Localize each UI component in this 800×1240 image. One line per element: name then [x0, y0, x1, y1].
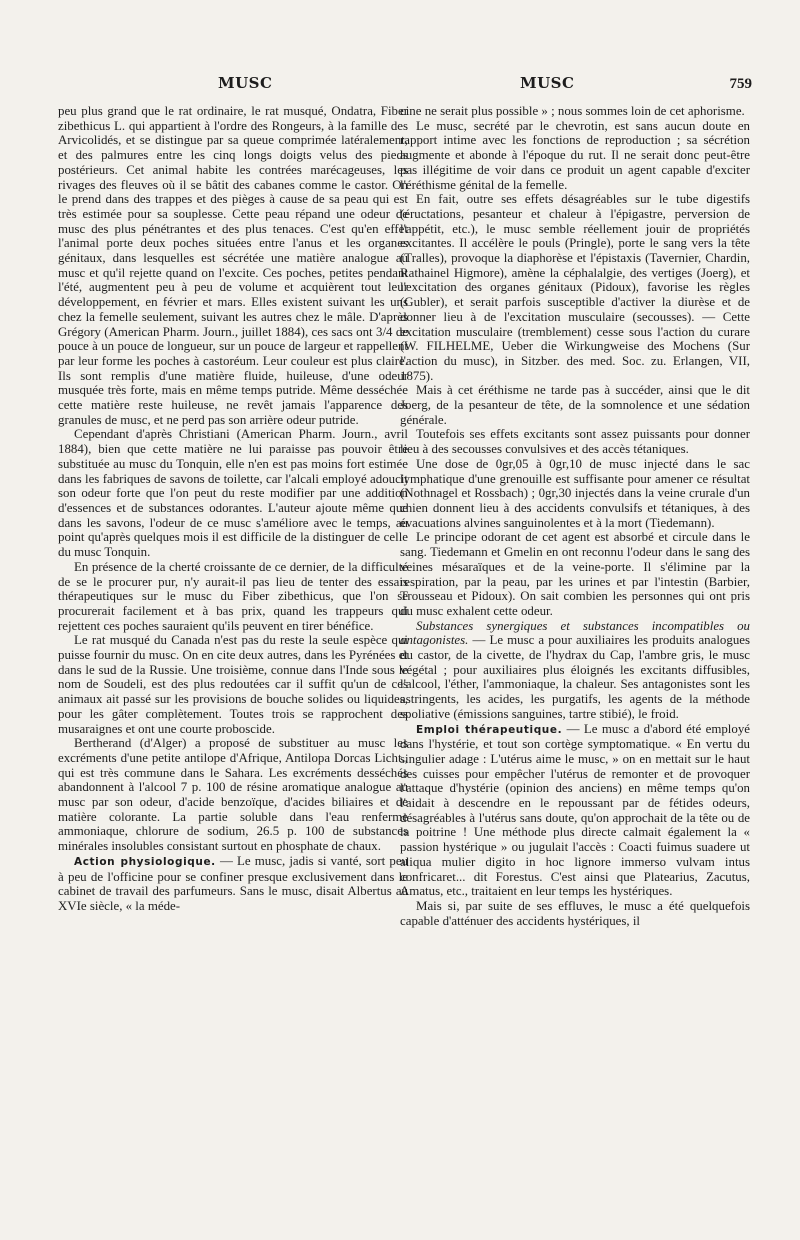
- paragraph: Mais si, par suite de ses effluves, le musc a été quelquefois capable d'atténuer des accidents hystériques, il: [400, 898, 750, 928]
- paragraph: En présence de la cherté croissante de ce dernier, de la difficulté de se le procurer pur, n'y aurait-il pas lieu de tenter des essais thérapeutiques sur le musc du Fiber zibethicus, que l'on se procurerait facilement et à bas prix, quand les trappeurs qui rejettent ces poches sauraient qu'ils peuvent en tirer bénéfice.: [58, 559, 408, 633]
- running-header-right: MUSC: [520, 74, 575, 92]
- paragraph: Le musc, secrété par le chevrotin, est sans aucun doute en rapport intime avec les fonctions de reproduction ; sa sécrétion augmente et abonde à l'époque du rut. Il ne serait donc peut-être pas illégitime de voir dans ce produit un agent capable d'exciter l'éréthisme génital de la femelle.: [400, 118, 750, 192]
- paragraph: peu plus grand que le rat ordinaire, le rat musqué, Ondatra, Fiber zibethicus L. qui appartient à l'ordre des Rongeurs, à la famille des Arvicolidés, et se distingue par sa queue comprimée latéralement, et des palmures entre les cinq longs doigts velus des pieds postérieurs. Cet animal habite les contrées marécageuses, les rivages des fleuves où il se bâtit des cabanes comme le castor. On le prend dans des trappes et des pièges à cause de sa peau qui est très estimée pour sa souplesse. Cette peau répand une odeur de musc des plus pénétrantes et des plus tenaces. C'est qu'en effet l'animal porte deux poches situées entre l'anus et les organes génitaux, dans lesquelles est sécrétée une matière analogue au musc et qu'il rejette quand on l'excite. Ces poches, petites pendant l'été, augmentent peu à peu de volume et acquièrent tout leur développement, en février et mars. Elles existent suivant les uns chez la femelle seulement, suivant les autres chez le mâle. D'après Grégory (American Pharm. Journ., juillet 1884), ces sacs ont 3/4 de pouce à un pouce de longueur, sur un pouce de largeur et rappellent par leur forme les poches à castoréum. Leur couleur est plus claire. Ils sont remplis d'une matière fluide, huileuse, d'une odeur musquée très forte, mais en même temps putride. Même desséchée cette matière reste huileuse, ne revêt jamais l'apparence des granules de musc, et ne perd pas son arrière odeur putride.: [58, 104, 408, 427]
- paragraph: Mais à cet éréthisme ne tarde pas à succéder, ainsi que le dit Joerg, de la pesanteur de tête, de la somnolence et une sédation générale.: [400, 383, 750, 427]
- paragraph: Bertherand (d'Alger) a proposé de substituer au musc les excréments d'une petite antilope d'Afrique, Antilopa Dorcas Licht., qui est très commune dans le Sahara. Les excréments desséchés abandonnent à l'alcool 7 p. 100 de résine aromatique analogue au musc par son odeur, d'acide benzoïque, d'acides biliaires et de matière colorante. La partie soluble dans l'eau renferme ammoniaque, chlorure de sodium, 26.5 p. 100 de substances minérales insolubles consistant surtout en phosphate de chaux.: [58, 736, 408, 854]
- section-heading: Action physiologique.: [74, 855, 216, 868]
- paragraph-text: — Le musc, jadis si vanté, sort peu à peu de l'officine pour se confiner presque exclusivement dans le cabinet de travail des parfumeurs. Sans le musc, disait Albertus au XVIe siècle, « la méde-: [58, 853, 408, 913]
- running-header-left: MUSC: [218, 74, 273, 92]
- paragraph: Le principe odorant de cet agent est absorbé et circule dans le sang. Tiedemann et Gmelin en ont reconnu l'odeur dans le sang des veines mésaraïques et de la veine-porte. Il s'élimine par la respiration, par la peau, par les urines et par l'intestin (Barbier, Trousseau et Pidoux). On sait combien les personnes qui ont pris du musc exhalent cette odeur.: [400, 530, 750, 618]
- paragraph: Le rat musqué du Canada n'est pas du reste la seule espèce qui puisse fournir du musc. On en cite deux autres, dans les Pyrénées et dans le sud de la Russie. Une troisième, connue dans l'Inde sous le nom de Soudeli, est des plus redoutées car il suffit qu'un de ces animaux ait passé sur les provisions de bouche solides ou liquides, pour les gâter complètement. Toutes trois se rapprochent des musaraignes et ont une courte proboscide.: [58, 633, 408, 736]
- section-heading: Substances synergiques et substances incompatibles ou antagonistes.: [400, 618, 750, 648]
- page-number: 759: [729, 76, 752, 92]
- paragraph-text: — Le musc a d'abord été employé dans l'hystérie, et tout son cortège symptomatique. « En vertu du singulier adage : L'utérus aime le musc, » on en mettait sur le haut des cuisses pour empêcher l'utérus de remonter et de provoquer l'attaque d'hystérie (opinion des anciens) en même temps qu'on l'aidait à descendre en le repoussant par de fétides odeurs, désagréables à l'utérus sans doute, qu'on approchait de la tête ou de la poitrine ! Une méthode plus directe calmait également la « passion hystérique » ou jugulait l'accès : Coacti fuimus suadere ut aliqua mulier digito in hoc lignore immerso vulvam intus confricaret... dit Forestus. C'est ainsi que Platearius, Zacutus, Amatus, etc., traitaient en leur temps les hystériques.: [400, 721, 750, 899]
- paragraph: cine ne serait plus possible » ; nous sommes loin de cet aphorisme.: [400, 104, 745, 118]
- paragraph-text: — Le musc a pour auxiliaires les produits analogues du castor, de la civette, de l'hydrax du Cap, l'ambre gris, le musc végétal ; pour auxiliaires plus éloignés les excitants diffusibles, l'alcool, l'éther, l'ammoniaque, la chaleur. Ses antagonistes sont les astringents, les acides, les purgatifs, les agents de la méthode spoliative (émissions sanguines, tartre stibié), le froid.: [400, 633, 750, 721]
- left-column: [58, 104, 408, 914]
- right-column: [400, 104, 750, 928]
- paragraph: En fait, outre ses effets désagréables sur le tube digestifs (éructations, pesanteur et chaleur à l'épigastre, perversion de l'appétit, etc.), le musc semble réellement jouir de propriétés excitantes. Il accélère le pouls (Pringle), porte le sang vers la tête (Tralles), provoque la diaphorèse et l'épistaxis (Tavernier, Chardin, Rathainel Higmore), amène la céphalalgie, des vertiges (Joerg), et l'excitation des organes génitaux (Pidoux), favorise les règles (Gubler), et serait parfois susceptible d'activer la diurèse et de donner lieu à de l'excitation musculaire (secousses). — Cette excitation musculaire (tremblement) cesse sous l'action du curare (W. FILHELME, Ueber die Wirkungweise des Mochens (Sur l'action du musc), in Sitzber. des med. Soc. zu. Erlangen, VII, 1875).: [400, 192, 750, 383]
- paragraph: [58, 854, 408, 914]
- paragraph: Cependant d'après Christiani (American Pharm. Journ., avril 1884), bien que cette matière ne lui paraisse pas pouvoir être substituée au musc du Tonquin, elle n'en est pas moins fort estimée dans les fabriques de savons de toilette, car l'alcali employé adoucit son odeur forte que l'on peut du reste modifier par une addition d'essences et de substances odorantes. L'auteur ajoute même que dans les savons, l'odeur de ce musc s'améliore avec le temps, au point qu'après quelques mois il est difficile de la distinguer de celle du musc Tonquin.: [58, 427, 408, 560]
- paragraph: [400, 619, 750, 722]
- paragraph: Toutefois ses effets excitants sont assez puissants pour donner lieu à des secousses convulsives et des accès tétaniques.: [400, 427, 750, 457]
- paragraph: Une dose de 0gr,05 à 0gr,10 de musc injecté dans le sac lymphatique d'une grenouille est suffisante pour amener ce résultat (Nothnagel et Rossbach) ; 0gr,30 injectés dans la veine crurale d'un chien donnent lieu à des accidents convulsifs et tétaniques, à des évacuations alvines sanguinolentes et à la mort (Tiedemann).: [400, 456, 750, 530]
- paragraph: [400, 722, 750, 899]
- section-heading: Emploi thérapeutique.: [416, 723, 563, 736]
